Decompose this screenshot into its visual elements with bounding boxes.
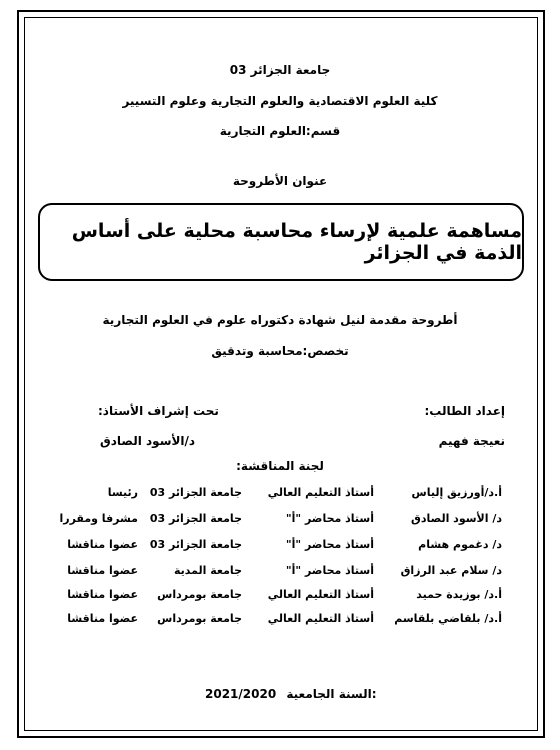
supervisor-label: تحت إشراف الأستاذ: bbox=[98, 404, 219, 418]
faculty-name: كلية العلوم الاقتصادية والعلوم التجارية وعلوم التسيير bbox=[122, 94, 438, 108]
member-rank: أستاذ محاضر "أ" bbox=[285, 512, 374, 525]
committee-row bbox=[0, 486, 560, 504]
specialty: تخصص:محاسبة وتدقيق bbox=[211, 344, 349, 358]
member-university: جامعة المدية bbox=[173, 564, 242, 577]
student-name: نعيجة فهيم bbox=[438, 434, 505, 448]
member-university: جامعة بومرداس bbox=[157, 612, 242, 625]
academic-year-label: السنة الجامعية: bbox=[286, 687, 377, 701]
academic-year-value: 2021/2020 bbox=[205, 687, 277, 701]
member-university: جامعة بومرداس bbox=[157, 588, 242, 601]
member-name: د/ الأسود الصادق bbox=[411, 512, 502, 525]
supervisor-name: د/الأسود الصادق bbox=[100, 434, 196, 448]
member-role: مشرفا ومقررا bbox=[59, 512, 138, 525]
member-rank: أستاذ التعليم العالي bbox=[267, 612, 374, 625]
member-role: عضوا مناقشا bbox=[67, 612, 138, 625]
member-name: د/ دغموم هشام bbox=[418, 538, 502, 551]
member-university: جامعة الجزائر 03 bbox=[149, 512, 242, 525]
thesis-title-box bbox=[38, 203, 524, 281]
committee-row bbox=[0, 588, 560, 606]
member-university: جامعة الجزائر 03 bbox=[149, 486, 242, 499]
degree-statement: أطروحة مقدمة لنيل شهادة دكتوراه علوم في العلوم التجارية bbox=[102, 313, 458, 327]
member-name: أ.د/أورزيق إلياس bbox=[411, 486, 502, 499]
committee-title: لجنة المناقشة: bbox=[236, 459, 324, 473]
university-name: جامعة الجزائر 03 bbox=[229, 63, 331, 77]
member-name: أ.د/ بلقاضي بلقاسم bbox=[394, 612, 502, 625]
member-rank: أستاذ محاضر "أ" bbox=[285, 538, 374, 551]
member-role: عضوا مناقشا bbox=[67, 588, 138, 601]
academic-year bbox=[205, 687, 377, 701]
member-rank: أستاذ التعليم العالي bbox=[267, 486, 374, 499]
committee-row bbox=[0, 538, 560, 556]
thesis-title-label: عنوان الأطروحة bbox=[232, 174, 328, 188]
thesis-title: مساهمة علمية لإرساء محاسبة محلية على أساس الذمة في الجزائر bbox=[71, 220, 522, 264]
member-role: عضوا مناقشا bbox=[67, 538, 138, 551]
committee-row bbox=[0, 612, 560, 630]
member-name: د/ سلام عبد الرزاق bbox=[400, 564, 502, 577]
member-role: رئيسا bbox=[107, 486, 138, 499]
committee-row bbox=[0, 512, 560, 530]
member-role: عضوا مناقشا bbox=[67, 564, 138, 577]
department-name: قسم:العلوم التجارية bbox=[219, 124, 341, 138]
member-rank: أستاذ التعليم العالي bbox=[267, 588, 374, 601]
member-rank: أستاذ محاضر "أ" bbox=[285, 564, 374, 577]
committee-row bbox=[0, 564, 560, 582]
student-label: إعداد الطالب: bbox=[424, 404, 505, 418]
member-university: جامعة الجزائر 03 bbox=[149, 538, 242, 551]
member-name: أ.د/ بوزيدة حميد bbox=[416, 588, 502, 601]
